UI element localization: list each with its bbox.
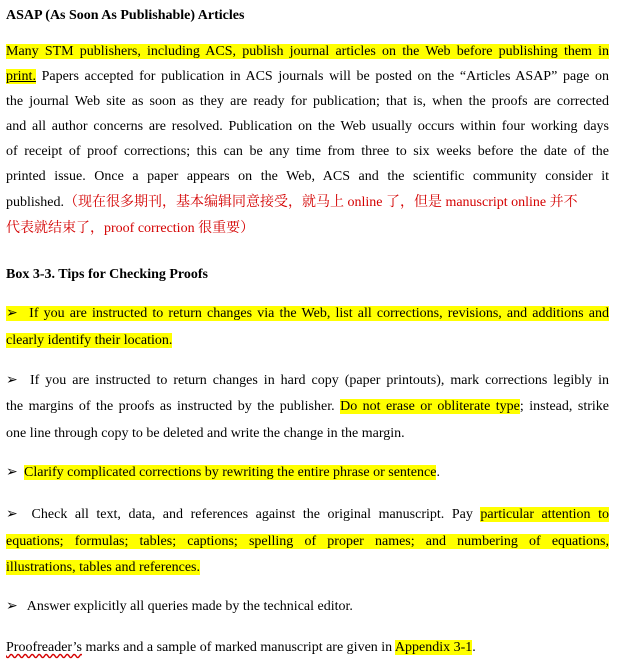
box-heading: Box 3-3. Tips for Checking Proofs <box>6 267 208 282</box>
footer-line: Proofreader’s marks and a sample of marked manuscript are given in Appendix 3-1. <box>6 640 476 655</box>
appendix-reference: Appendix 3-1 <box>394 640 473 655</box>
tip-4-line-3: illustrations, tables and references. <box>6 560 200 575</box>
paragraph-line-6: printed issue. Once a paper appears on the Web, ACS and the scientific community consider it <box>6 169 609 184</box>
paragraph-line-8 <box>6 219 254 239</box>
paragraph-line-1: Many STM publishers, including ACS, publish journal articles on the Web before publishing them in <box>6 44 609 59</box>
paragraph-line-7: published.（现在很多期刊，基本编辑同意接受，就马上 online 了，但是 manuscript online 并不 <box>6 195 578 210</box>
tip-5-line: ➢ Answer explicitly all queries made by the technical editor. <box>6 597 353 617</box>
proofreaders-word: Proofreader’s <box>6 640 82 655</box>
arrow-bullet-icon: ➢ <box>6 306 18 321</box>
tip-2-line-1: ➢ If you are instructed to return changes in hard copy (paper printouts), mark corrections legibly in <box>6 371 609 391</box>
tip-3-line: ➢ Clarify complicated corrections by rewriting the entire phrase or sentence. <box>6 463 440 483</box>
chinese-annotation: （现在很多期刊，基本编辑同意接受，就马上 online 了，但是 manuscript online 并不 <box>63 195 578 210</box>
paragraph-line-4: and all author concerns are resolved. Publication on the Web usually occurs within four working days <box>6 119 609 134</box>
arrow-bullet-icon: ➢ <box>6 465 18 480</box>
paragraph-line-5: of receipt of proof corrections; this can be any time from three to six weeks before the date of the <box>6 144 609 159</box>
arrow-bullet-icon: ➢ <box>6 507 18 522</box>
arrow-bullet-icon: ➢ <box>6 373 18 388</box>
paragraph-line-2: print. Papers accepted for publication in ACS journals will be posted on the “Articles ASAP” page on <box>6 69 609 84</box>
highlighted-print: print. <box>6 69 36 84</box>
tip-1-line-2: clearly identify their location. <box>6 333 173 348</box>
tip-4-line-1: ➢ Check all text, data, and references against the original manuscript. Pay particular attention to <box>6 505 609 525</box>
tip-1-line-1: ➢ If you are instructed to return changes via the Web, list all corrections, revisions, and additions and <box>6 304 609 324</box>
tip-2-line-3: one line through copy to be deleted and write the change in the margin. <box>6 426 405 441</box>
paragraph-line-3: the journal Web site as soon as they are ready for publication; that is, when the proofs are corrected <box>6 94 609 109</box>
tip-2-line-2: the margins of the proofs as instructed by the publisher. Do not erase or obliterate type; instead, strike <box>6 399 609 414</box>
arrow-bullet-icon: ➢ <box>6 599 18 614</box>
tip-4-line-2: equations; formulas; tables; captions; spelling of proper names; and numbering of equations, <box>6 534 609 549</box>
chinese-annotation-cont: 代表就结束了，proof correction 很重要） <box>6 221 255 236</box>
section-heading-asap: ASAP (As Soon As Publishable) Articles <box>6 8 245 23</box>
